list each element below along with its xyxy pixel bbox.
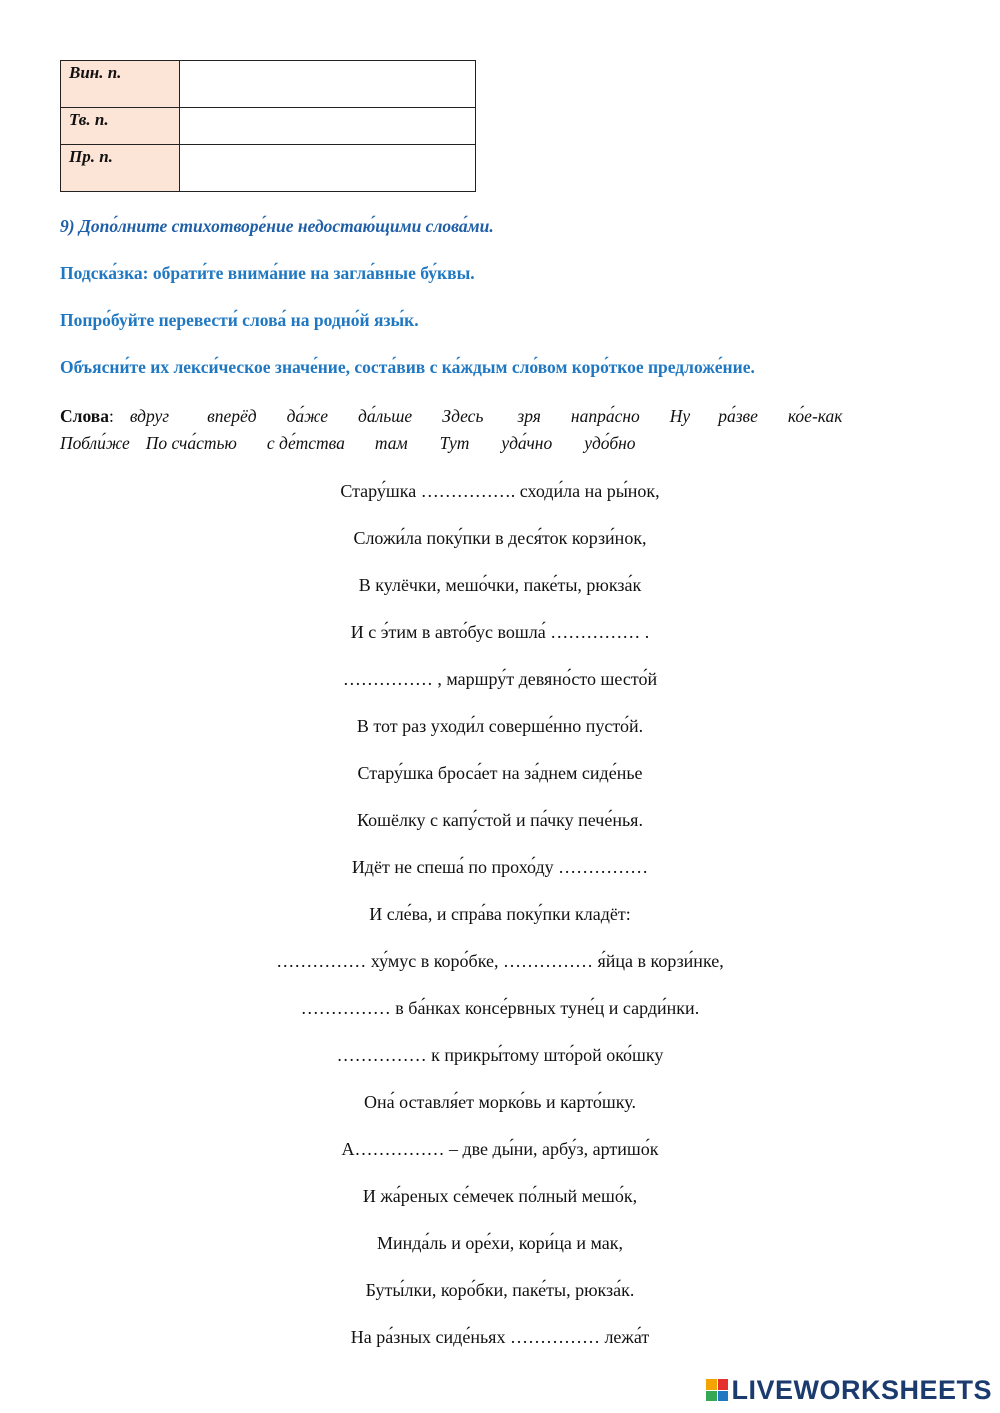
case-answer-cell[interactable] — [180, 108, 476, 145]
logo-square — [718, 1391, 729, 1402]
word-bank-item: удо́бно — [584, 433, 636, 453]
poem-line: На ра́зных сиде́ньях …………… лежа́т — [350, 1327, 650, 1347]
poem-line: Сложи́ла поку́пки в деся́ток корзи́нок, — [353, 528, 647, 548]
word-bank-item: По сча́стью — [145, 433, 237, 453]
case-row — [61, 145, 476, 192]
case-row — [61, 61, 476, 108]
brand-text: LIVEWORKSHEETS — [731, 1374, 992, 1405]
word-bank-item: вдруг — [129, 406, 170, 426]
liveworksheets-brand — [706, 1375, 992, 1405]
poem — [0, 478, 1000, 1371]
poem-line: Идёт не спеша́ по прохо́ду …………… — [351, 857, 649, 877]
word-bank-item: зря — [517, 406, 541, 426]
word-bank-item: уда́чно — [501, 433, 553, 453]
liveworksheets-logo-icon — [706, 1379, 728, 1401]
case-label: Вин. п. — [61, 61, 180, 108]
word-bank-item: Ну — [669, 406, 691, 426]
poem-line: Минда́ль и оре́хи, кори́ца и мак, — [376, 1233, 623, 1253]
word-bank-item: ра́зве — [718, 406, 758, 426]
poem-line: …………… , маршру́т девяно́сто шесто́й — [342, 669, 658, 689]
logo-square — [718, 1379, 729, 1390]
poem-line: Кошёлку с капу́стой и па́чку пече́нья. — [357, 810, 643, 830]
case-label: Пр. п. — [61, 145, 180, 192]
poem-line: А…………… – две ды́ни, арбу́з, артишо́к — [341, 1139, 659, 1159]
case-answer-cell[interactable] — [180, 145, 476, 192]
word-bank-item: с де́тства — [266, 433, 345, 453]
word-bank-item: вперёд — [207, 406, 257, 426]
poem-line: И с э́тим в авто́бус вошла́ …………… . — [350, 622, 650, 642]
word-bank-item: да́льше — [358, 406, 413, 426]
case-label: Тв. п. — [61, 108, 180, 145]
word-bank-item: Побли́же — [60, 433, 130, 453]
poem-line: Стару́шка броса́ет на за́днем сиде́нье — [357, 763, 643, 783]
word-bank-label: Слова — [60, 406, 109, 426]
case-answer-cell[interactable] — [180, 61, 476, 108]
word-bank-item: Здесь — [442, 406, 484, 426]
task-explain: Объясни́те их лекси́ческое значе́ние, соста́вив с ка́ждым сло́вом коро́ткое предложе́ние. — [60, 357, 755, 377]
word-bank-item: напра́сно — [570, 406, 640, 426]
task-translate: Попро́буйте перевести́ слова́ на родно́й язы́к. — [60, 310, 419, 330]
poem-line: В кулёчки, мешо́чки, паке́ты, рюкза́к — [358, 575, 642, 595]
word-bank-item: там — [374, 433, 408, 453]
poem-line: И сле́ва, и спра́ва поку́пки кладёт: — [369, 904, 631, 924]
task-title: 9) Допо́лните стихотворе́ние недостаю́щими слова́ми. — [60, 216, 494, 236]
case-table — [60, 60, 476, 192]
logo-square — [706, 1391, 717, 1402]
poem-line: …………… к прикры́тому што́рой око́шку — [336, 1045, 664, 1065]
poem-line: И жа́реных се́мечек по́лный мешо́к, — [362, 1186, 638, 1206]
word-bank-item: да́же — [286, 406, 328, 426]
task-hint: Подска́зка: обрати́те внима́ние на загла́вные бу́квы. — [60, 263, 475, 283]
word-bank-line — [60, 430, 940, 457]
poem-line: В тот раз уходи́л соверше́нно пусто́й. — [356, 716, 644, 736]
poem-line: Стару́шка ……………. сходи́ла на ры́нок, — [340, 481, 660, 501]
word-bank-item: Тут — [439, 433, 470, 453]
case-row — [61, 108, 476, 145]
poem-line: Она́ оставля́ет морко́вь и карто́шку. — [364, 1092, 636, 1112]
word-bank — [60, 403, 940, 457]
poem-line: Буты́лки, коро́бки, паке́ты, рюкза́к. — [365, 1280, 635, 1300]
word-bank-line: Слова: вдруг вперёд да́же да́льше Здесь зря напра́сно Ну ра́зве ко́е-как — [60, 406, 843, 426]
poem-line: …………… ху́мус в коро́бке, …………… я́йца в корзи́нке, — [276, 951, 724, 971]
word-bank-item: ко́е-как — [787, 406, 843, 426]
logo-square — [706, 1379, 717, 1390]
poem-line: …………… в ба́нках консе́рвных туне́ц и сарди́нки. — [300, 998, 700, 1018]
